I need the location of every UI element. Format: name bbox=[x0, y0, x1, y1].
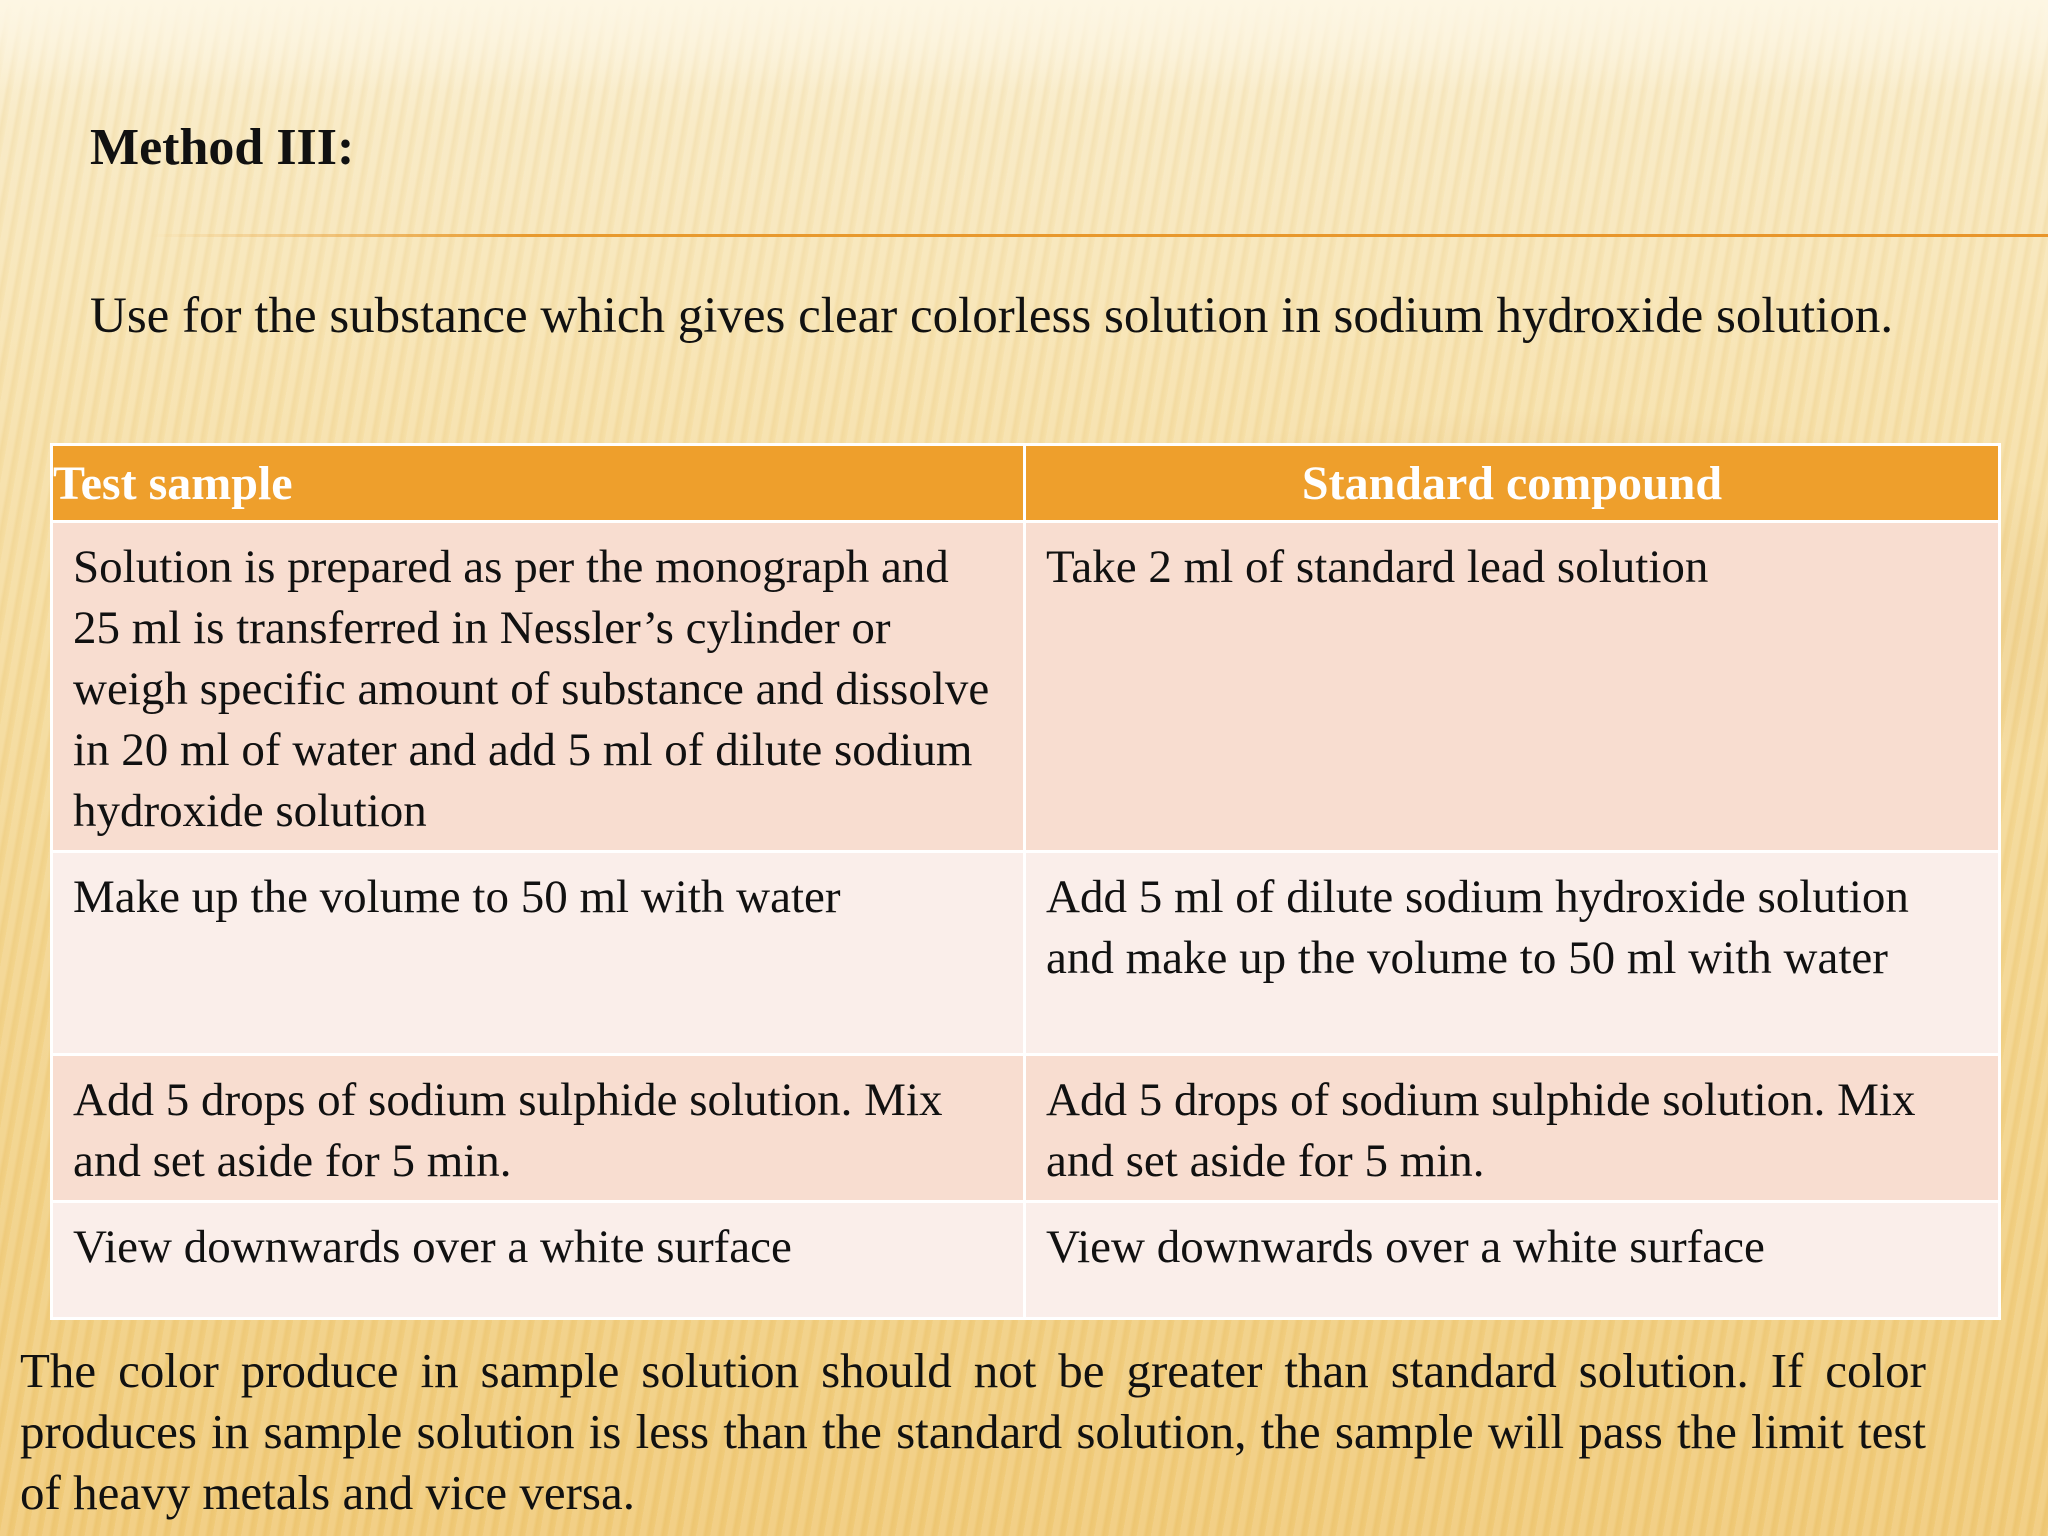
table-row bbox=[52, 522, 2000, 852]
test-sample-cell: View downwards over a white surface bbox=[52, 1202, 1025, 1319]
test-sample-cell: Solution is prepared as per the monograph and 25 ml is transferred in Nessler’s cylinder or weigh specific amount of substance and dissolve in 20 ml of water and add 5 ml of dilute sodium hydroxide solution bbox=[52, 522, 1025, 852]
table-row bbox=[52, 852, 2000, 1055]
header-test-sample: Test sample bbox=[52, 445, 1025, 522]
table-row bbox=[52, 1202, 2000, 1319]
standard-compound-cell: Take 2 ml of standard lead solution bbox=[1025, 522, 2000, 852]
table-header-row bbox=[52, 445, 2000, 522]
slide-title: Method III: bbox=[90, 119, 355, 176]
header-standard-compound: Standard compound bbox=[1025, 445, 2000, 522]
intro-paragraph: Use for the substance which gives clear colorless solution in sodium hydroxide solution. bbox=[90, 288, 1894, 344]
method-table bbox=[50, 443, 2001, 1320]
standard-compound-cell: View downwards over a white surface bbox=[1025, 1202, 2000, 1319]
conclusion-paragraph: The color produce in sample solution should not be greater than standard solution. If color produces in sample solution is less than the standard solution, the sample will pass the limit test of heavy metals and vice versa. bbox=[20, 1343, 1926, 1520]
table-row bbox=[52, 1055, 2000, 1202]
test-sample-cell: Make up the volume to 50 ml with water bbox=[52, 852, 1025, 1055]
standard-compound-cell: Add 5 drops of sodium sulphide solution. Mix and set aside for 5 min. bbox=[1025, 1055, 2000, 1202]
standard-compound-cell: Add 5 ml of dilute sodium hydroxide solution and make up the volume to 50 ml with water bbox=[1025, 852, 2000, 1055]
test-sample-cell: Add 5 drops of sodium sulphide solution. Mix and set aside for 5 min. bbox=[52, 1055, 1025, 1202]
title-divider bbox=[150, 234, 2048, 237]
slide-top-band bbox=[0, 0, 2048, 90]
